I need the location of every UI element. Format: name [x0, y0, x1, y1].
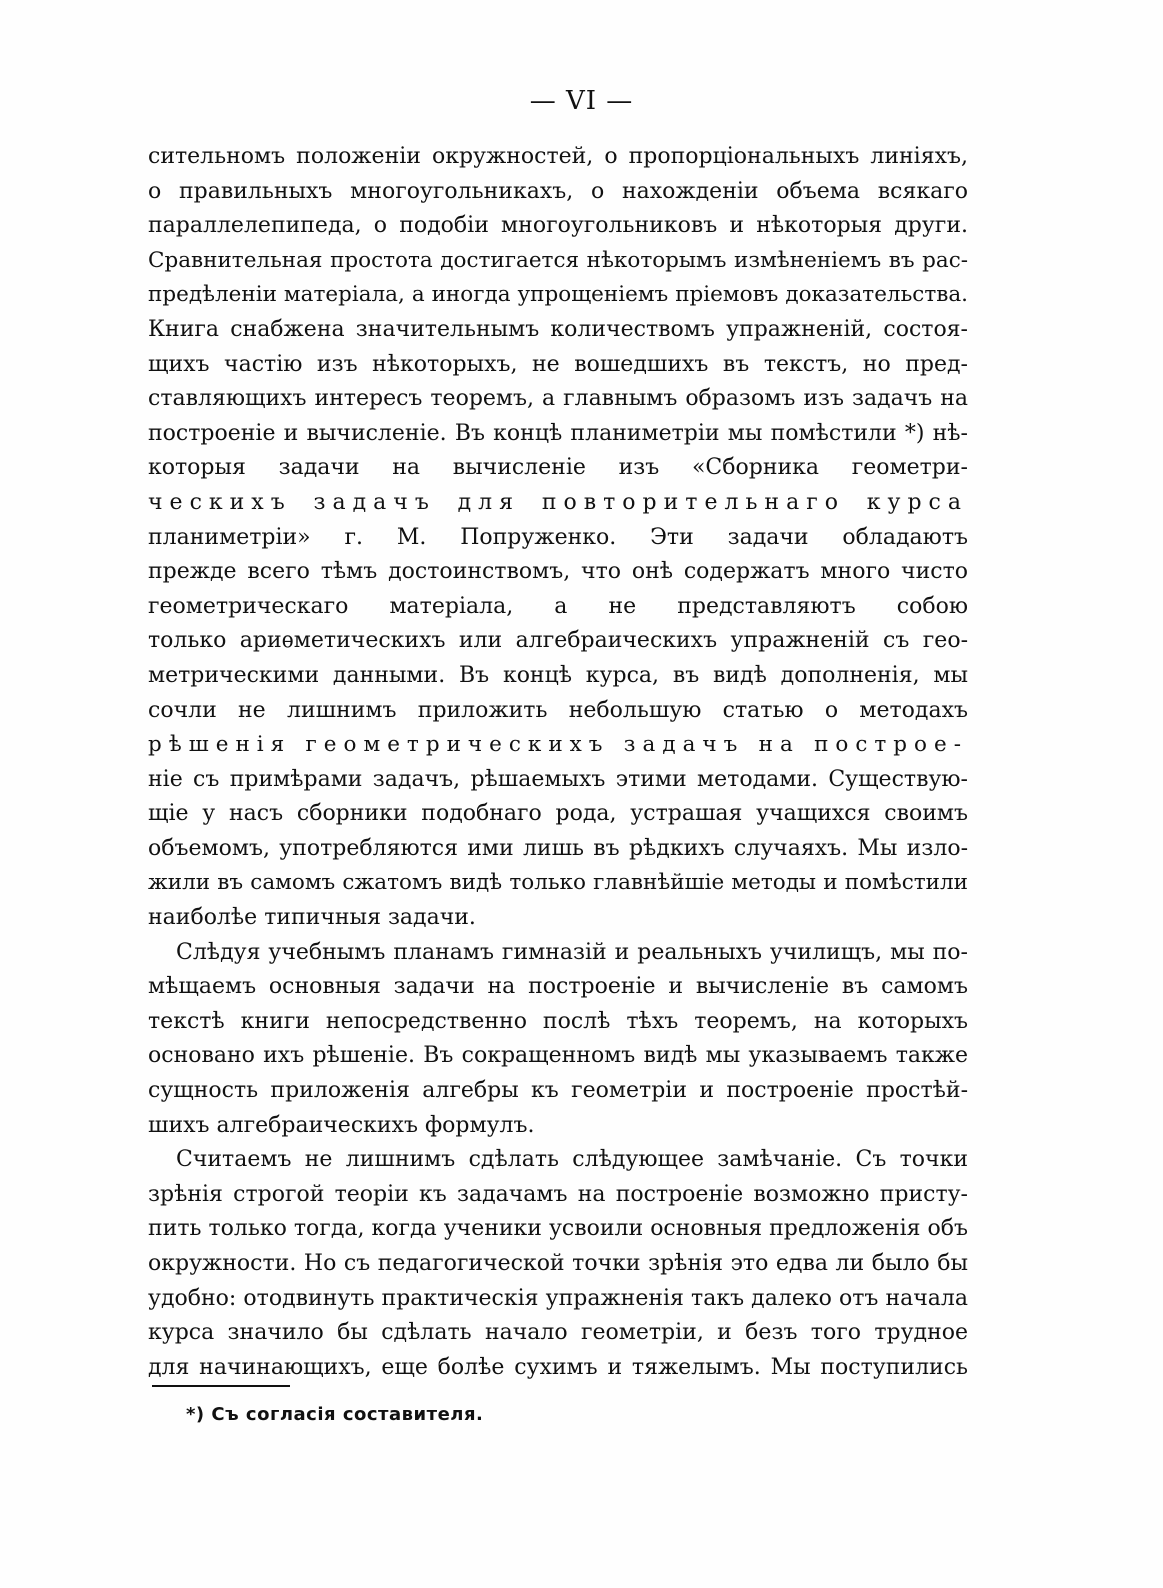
- text-line: сочли не лишнимъ приложить небольшую статью о методахъ: [148, 697, 968, 723]
- text-line: шихъ алгебраическихъ формулъ.: [148, 1112, 535, 1138]
- text-line: окружности. Но съ педагогической точки зрѣнія это едва ли было бы: [148, 1251, 968, 1276]
- text-line: для начинающихъ, еще болѣе сухимъ и тяжелымъ. Мы поступились: [148, 1354, 968, 1380]
- text-line: текстѣ книги непосредственно послѣ тѣхъ теоремъ, на которыхъ: [148, 1008, 968, 1034]
- text-line: метрическими данными. Въ концѣ курса, въ видѣ дополненія, мы: [148, 662, 968, 688]
- text-line: предѣленіи матеріала, а иногда упрощеніемъ пріемовъ доказательства.: [148, 282, 968, 308]
- text-line: Книга снабжена значительнымъ количествомъ упражненій, состоя-: [148, 316, 968, 342]
- text-line: ставляющихъ интересъ теоремъ, а главнымъ образомъ изъ задачъ на: [148, 386, 968, 412]
- text-line: геометрическаго матеріала, а не представляютъ собою: [148, 593, 968, 619]
- text-line: ніе съ примѣрами задачъ, рѣшаемыхъ этими методами. Существую-: [148, 766, 968, 792]
- text-line: курса значило бы сдѣлать начало геометріи, и безъ того трудное: [148, 1320, 968, 1346]
- text-line: щихъ частію изъ нѣкоторыхъ, не вошедшихъ въ текстъ, но пред-: [148, 351, 968, 377]
- text-line: ческихъ задачъ для повторительнаго курса: [148, 489, 968, 515]
- text-line: сущность приложенія алгебры къ геометріи и построеніе простѣй-: [148, 1078, 968, 1104]
- text-line: которыя задачи на вычисленіе изъ «Сборника геометри-: [148, 455, 968, 481]
- text-line: удобно: отодвинуть практическія упражненія такъ далеко отъ начала: [148, 1285, 968, 1311]
- text-line: Считаемъ не лишнимъ сдѣлать слѣдующее замѣчаніе. Съ точки: [176, 1147, 968, 1173]
- text-line: пить только тогда, когда ученики усвоили основныя предложенія объ: [148, 1216, 968, 1242]
- text-line: наиболѣе типичныя задачи.: [148, 905, 476, 931]
- text-line: зрѣнія строгой теоріи къ задачамъ на построеніе возможно присту-: [148, 1181, 968, 1207]
- text-line: построеніе и вычисленіе. Въ концѣ планиметріи мы помѣстили *) нѣ-: [148, 420, 968, 446]
- page-number: — VI —: [529, 86, 634, 116]
- footnote: *) Съ согласія составителя.: [186, 1404, 484, 1425]
- text-line: планиметріи» г. М. Попруженко. Эти задачи обладаютъ: [148, 524, 968, 550]
- footnote-rule: [152, 1385, 290, 1387]
- text-line: объемомъ, употребляются ими лишь въ рѣдкихъ случаяхъ. Мы изло-: [148, 835, 968, 861]
- text-line: Слѣдуя учебнымъ планамъ гимназій и реальныхъ училищъ, мы по-: [176, 939, 968, 965]
- text-line: жили въ самомъ сжатомъ видѣ только главнѣйшіе методы и помѣстили: [148, 870, 968, 896]
- text-line: о правильныхъ многоугольникахъ, о нахожденіи объема всякаго: [148, 178, 968, 204]
- text-line: щіе у насъ сборники подобнаго рода, устрашая учащихся своимъ: [148, 801, 968, 827]
- text-line: прежде всего тѣмъ достоинствомъ, что онѣ содержатъ много чисто: [148, 559, 968, 585]
- text-line: основано ихъ рѣшеніе. Въ сокращенномъ видѣ мы указываемъ также: [148, 1043, 968, 1069]
- text-line: сительномъ положеніи окружностей, о пропорціональныхъ линіяхъ,: [148, 144, 968, 169]
- text-line: только ариѳметическихъ или алгебраическихъ упражненій съ гео-: [148, 628, 968, 654]
- text-line: рѣшенія геометрическихъ задачъ на построе-: [148, 732, 968, 758]
- text-line: параллелепипеда, о подобіи многоугольниковъ и нѣкоторыя други.: [148, 213, 968, 239]
- body-text: [148, 140, 968, 1385]
- text-line: Сравнительная простота достигается нѣкоторымъ измѣненіемъ въ рас-: [148, 247, 968, 273]
- text-line: мѣщаемъ основныя задачи на построеніе и вычисленіе въ самомъ: [148, 974, 968, 1000]
